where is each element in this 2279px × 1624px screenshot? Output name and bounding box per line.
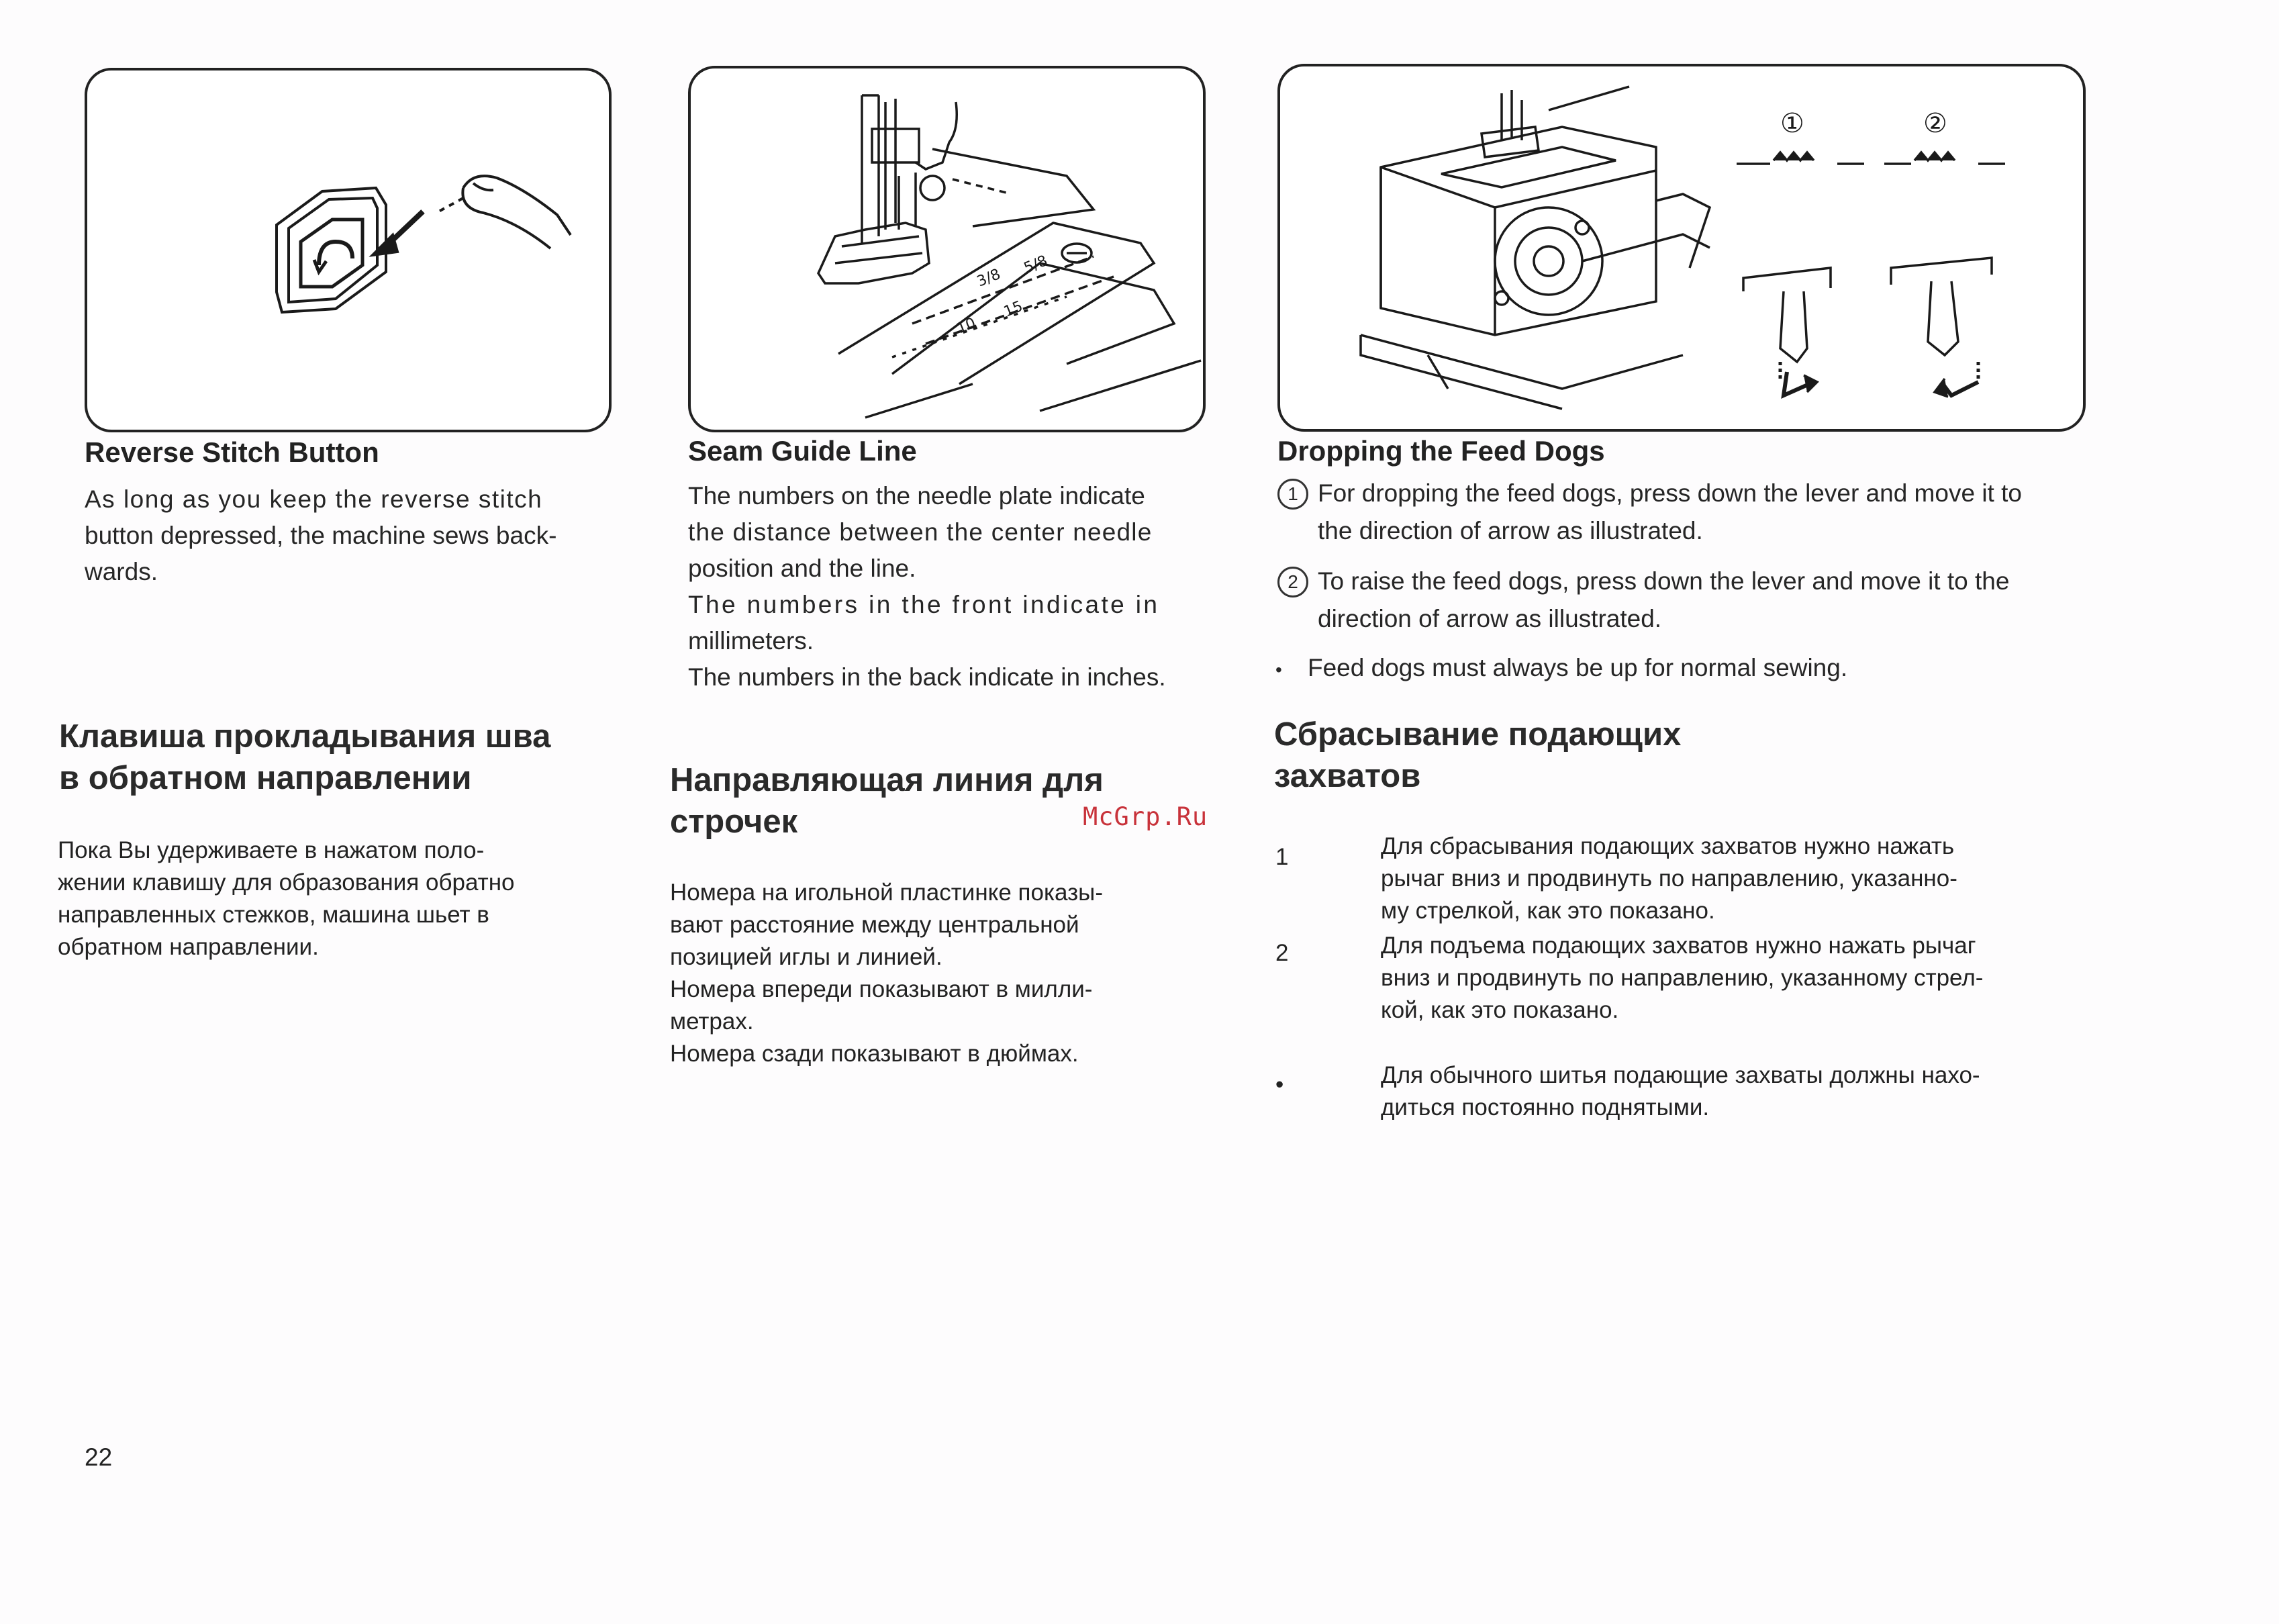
text-line: Для сбрасывания подающих захватов нужно нажать bbox=[1381, 833, 1955, 859]
bullet: • bbox=[1275, 659, 1282, 680]
seam-title-en: Seam Guide Line bbox=[688, 435, 917, 467]
reverse-title-ru bbox=[59, 716, 636, 799]
text-line: му стрелкой, как это показано. bbox=[1381, 898, 1715, 924]
text-line: wards. bbox=[85, 558, 158, 585]
text-line: millimeters. bbox=[688, 627, 814, 655]
ru-note-bullet: • bbox=[1275, 1071, 1284, 1098]
seam-guide-figure bbox=[688, 66, 1206, 432]
text-line: button depressed, the machine sews back- bbox=[85, 522, 557, 549]
feed-item-2-ru bbox=[1381, 930, 2106, 1026]
text-line: Номера сзади показывают в дюймах. bbox=[670, 1041, 1079, 1067]
text-line: рычаг вниз и продвинуть по направлению, указанно- bbox=[1381, 865, 1957, 892]
text-line: вают расстояние между центральной bbox=[670, 912, 1079, 938]
text-line: The numbers on the needle plate indicate bbox=[688, 482, 1145, 510]
text-line: direction of arrow as illustrated. bbox=[1318, 605, 1662, 632]
text-line: Для обычного шитья подающие захваты должны нахо- bbox=[1381, 1062, 1980, 1088]
watermark: McGrp.Ru bbox=[1083, 802, 1208, 831]
text-line: For dropping the feed dogs, press down the lever and move it to bbox=[1318, 479, 2022, 507]
feed-title-en: Dropping the Feed Dogs bbox=[1277, 435, 1605, 467]
title-line: Сбрасывание подающих bbox=[1274, 716, 1682, 753]
feed-item-1-en bbox=[1277, 475, 2103, 550]
feed-dogs-figure bbox=[1277, 64, 2086, 432]
text-line: The numbers in the front indicate in bbox=[688, 591, 1160, 618]
title-line: захватов bbox=[1274, 758, 1421, 794]
feed-item-1-ru bbox=[1381, 830, 2106, 927]
reverse-stitch-figure bbox=[85, 68, 612, 432]
seam-text-en bbox=[688, 478, 1218, 696]
reverse-text-ru bbox=[58, 834, 648, 963]
text-line: The numbers in the back indicate in inches. bbox=[688, 663, 1166, 691]
text-line: As long as you keep the reverse stitch bbox=[85, 485, 543, 513]
text-line: вниз и продвинуть по направлению, указанному стрел- bbox=[1381, 965, 1984, 991]
title-line: строчек bbox=[670, 804, 798, 840]
text-line: the distance between the center needle bbox=[688, 518, 1153, 546]
reverse-text-en bbox=[85, 481, 608, 590]
ru-item-number: 2 bbox=[1275, 940, 1289, 966]
feed-note-ru bbox=[1381, 1059, 2106, 1124]
svg-text:10: 10 bbox=[954, 314, 979, 338]
dropping-feed-dogs-illustration bbox=[1280, 66, 2083, 429]
title-line: Направляющая линия для bbox=[670, 762, 1104, 798]
reverse-stitch-button-illustration bbox=[87, 70, 609, 430]
figure-label-2: ② bbox=[1923, 108, 1947, 139]
text-line: обратном направлении. bbox=[58, 934, 319, 960]
text-line: диться постоянно поднятыми. bbox=[1381, 1094, 1710, 1120]
ru-item-number: 1 bbox=[1275, 844, 1289, 870]
seam-guide-line-illustration bbox=[691, 68, 1203, 430]
title-line: Клавиша прокладывания шва bbox=[59, 718, 551, 755]
text-line: позицией иглы и линией. bbox=[670, 944, 942, 970]
text-line: Пока Вы удерживаете в нажатом поло- bbox=[58, 837, 485, 863]
page-number: 22 bbox=[85, 1443, 113, 1471]
item-marker: 2 bbox=[1277, 567, 1308, 598]
svg-text:15: 15 bbox=[1001, 297, 1026, 321]
text-line: Номера впереди показывают в милли- bbox=[670, 976, 1093, 1002]
text-line: метрах. bbox=[670, 1008, 754, 1035]
figure-label-1: ① bbox=[1780, 108, 1804, 139]
text-line: жении клавишу для образования обратно bbox=[58, 869, 515, 896]
feed-title-ru bbox=[1274, 714, 1878, 797]
feed-note-en bbox=[1275, 649, 2101, 689]
text-line: position and the line. bbox=[688, 555, 916, 582]
feed-item-2-en bbox=[1277, 563, 2103, 638]
text-line: кой, как это показано. bbox=[1381, 997, 1619, 1023]
text-line: Feed dogs must always be up for normal sewing. bbox=[1308, 654, 1848, 681]
reverse-title-en: Reverse Stitch Button bbox=[85, 436, 379, 468]
svg-text:5/8: 5/8 bbox=[1021, 252, 1051, 277]
svg-text:3/8: 3/8 bbox=[974, 266, 1004, 291]
text-line: Для подъема подающих захватов нужно нажать рычаг bbox=[1381, 933, 1976, 959]
text-line: Номера на игольной пластинке показы- bbox=[670, 879, 1103, 906]
item-marker: 1 bbox=[1277, 479, 1308, 510]
text-line: the direction of arrow as illustrated. bbox=[1318, 517, 1703, 544]
text-line: To raise the feed dogs, press down the lever and move it to the bbox=[1318, 567, 2010, 595]
title-line: в обратном направлении bbox=[59, 760, 472, 796]
text-line: направленных стежков, машина шьет в bbox=[58, 902, 489, 928]
seam-text-ru bbox=[670, 877, 1220, 1070]
